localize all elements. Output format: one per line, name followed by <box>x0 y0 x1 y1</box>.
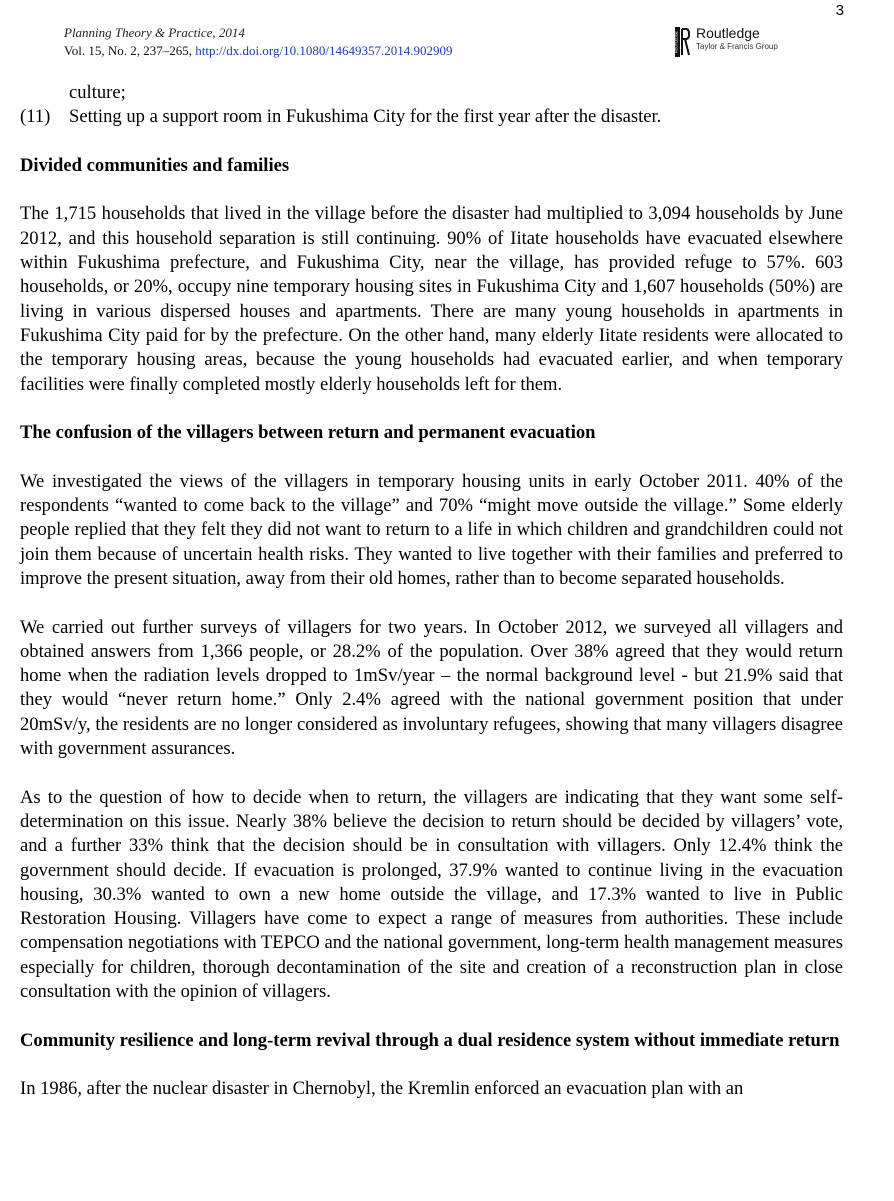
list-item <box>20 105 843 129</box>
logo-vertical-text: ROUTLEDGE <box>674 31 679 53</box>
section-heading: Community resilience and long-term revival through a dual residence system without immediate return <box>20 1029 840 1051</box>
journal-citation <box>64 42 452 60</box>
section-heading: Divided communities and families <box>20 154 290 176</box>
page-number: 3 <box>835 2 844 19</box>
publisher-logo <box>675 26 778 57</box>
publisher-name: Routledge <box>696 25 760 41</box>
publisher-group: Taylor & Francis Group <box>696 42 778 51</box>
paragraph: We carried out further surveys of villagers for two years. In October 2012, we surveyed all villagers and obtained answers from 1,366 people, or 28.2% of the population. Over 38% agreed that they would return home when the radiation levels dropped to 1mSv/year – the normal background level - but 21.9% said that they would “never return home.” Only 2.4% agreed with the national government position that under 20mSv/y, the residents are no longer considered as involuntary refugees, showing that many villagers disagree with government assurances. <box>20 616 843 760</box>
doi-link[interactable]: http://dx.doi.org/10.1080/14649357.2014.902909 <box>195 43 453 58</box>
journal-title: Planning Theory & Practice, 2014 <box>64 25 245 40</box>
paragraph: We investigated the views of the villagers in temporary housing units in early October 2011. 40% of the respondents “wanted to come back to the village” and 70% “might move outside the village.” Some elderly people replied that they felt they did not want to return to a life in which children and grandchildren could not join them because of uncertain health risks. They wanted to live together with their families and preferred to improve the present situation, away from their old homes, rather than to become separated households. <box>20 470 843 589</box>
list-continuation: culture; <box>69 82 126 103</box>
list-item-text: Setting up a support room in Fukushima City for the first year after the disaster. <box>69 106 662 128</box>
paragraph: As to the question of how to decide when to return, the villagers are indicating that they want some self-determination on this issue. Nearly 38% believe the decision to return should be decided by villagers’ vote, and a further 33% think that the decision should be in consultation with villagers. Only 12.4% think the government should decide. If evacuation is prolonged, 37.9% wanted to continue living in the evacuation housing, 30.3% wanted to own a new home outside the village, and 17.3% wanted to live in Public Restoration Housing. Villagers have come to expect a range of measures from authorities. These include compensation negotiations with TEPCO and the national government, long-term health management measures especially for children, thorough decontamination of the site and creation of a reconstruction plan in close consultation with the opinion of villagers. <box>20 786 843 1002</box>
paragraph: The 1,715 households that lived in the village before the disaster had multiplied to 3,094 households by June 2012, and this household separation is still continuing. 90% of Iitate households have evacuated elsewhere within Fukushima prefecture, and Fukushima City, near the village, has provided refuge to 57%. 603 households, or 20%, occupy nine temporary housing sites in Fukushima City and 1,607 households (50%) are living in various dispersed houses and apartments. There are many young households in apartments in Fukushima City paid for by the prefecture. On the other hand, many elderly Iitate residents were allocated to the temporary housing areas, because the young households had evacuated earlier, and when temporary facilities were finally completed mostly elderly households left for them. <box>20 203 843 395</box>
routledge-logo-icon <box>675 27 689 57</box>
volume-pages: Vol. 15, No. 2, 237–265, <box>64 43 196 58</box>
paragraph: In 1986, after the nuclear disaster in Chernobyl, the Kremlin enforced an evacuation plan with an <box>20 1078 744 1100</box>
publisher-text <box>696 26 778 52</box>
list-item-number: (11) <box>20 106 51 128</box>
article-body <box>20 81 843 1101</box>
section-heading: The confusion of the villagers between return and permanent evacuation <box>20 422 596 444</box>
journal-header <box>64 24 452 60</box>
